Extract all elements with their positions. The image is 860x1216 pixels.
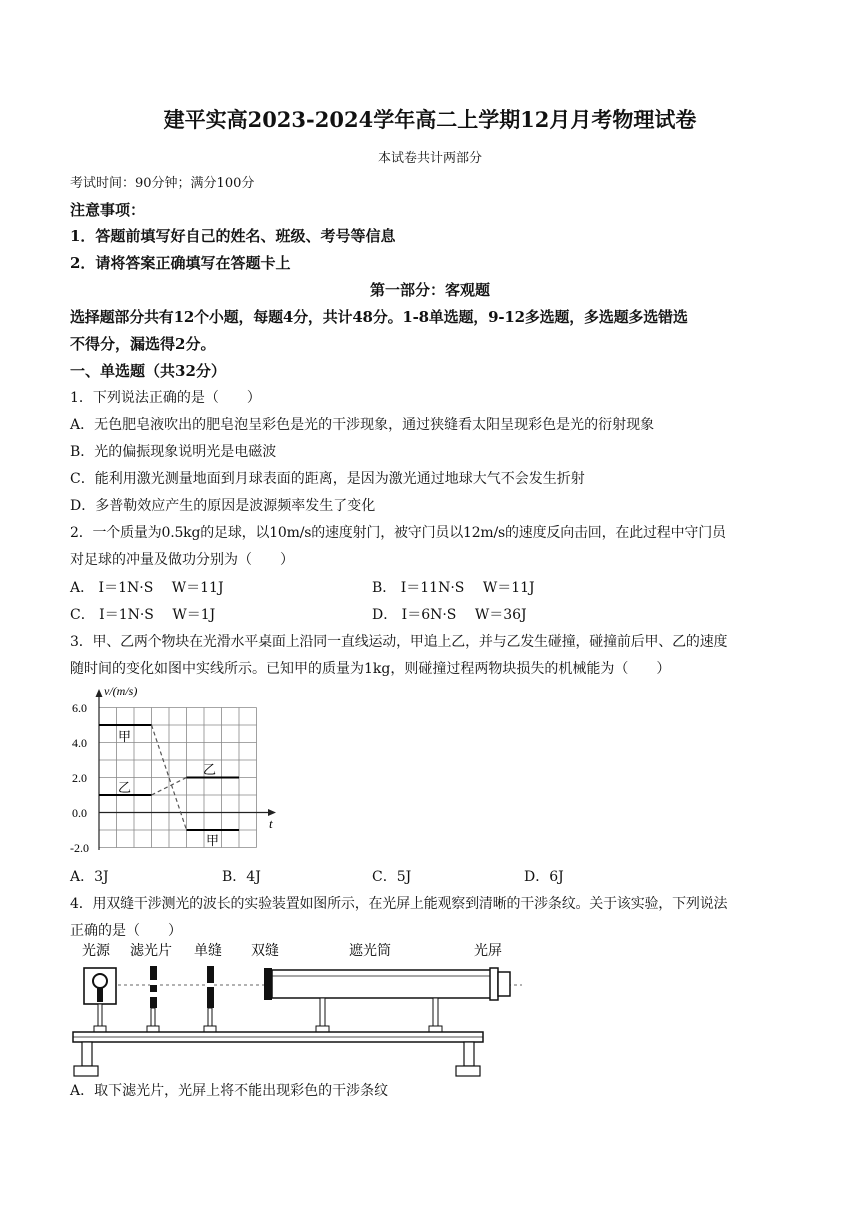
q2-option-d: D． I＝6N·S W＝36J: [372, 607, 527, 623]
tick-neg2: -2.0: [70, 841, 89, 855]
tick-0: 0.0: [72, 806, 87, 820]
velocity-time-graph: [70, 682, 290, 858]
q3-stem-line1: 3．甲、乙两个物块在光滑水平桌面上沿同一直线运动，甲追上乙，并与乙发生碰撞，碰撞前后甲、乙的速度: [70, 634, 728, 650]
page-title: 建平实高2023-2024学年高二上学期12月月考物理试卷: [163, 107, 697, 132]
label-screen: 光屏: [474, 944, 502, 959]
label-jia-before: 甲: [118, 729, 132, 744]
part1-heading: 第一部分：客观题: [369, 281, 490, 299]
shield-tube: [264, 968, 510, 1032]
q4-option-a: A．取下滤光片，光屏上将不能出现彩色的干涉条纹: [70, 1083, 389, 1099]
note-2: 2．请将答案正确填写在答题卡上: [70, 254, 291, 272]
label-yi-after: 乙: [203, 762, 217, 777]
q3-option-a: A．3J: [70, 869, 109, 885]
label-filter: 滤光片: [130, 944, 172, 959]
q1-stem: 1．下列说法正确的是（ ）: [70, 390, 261, 406]
q3-stem-line2: 随时间的变化如图中实线所示。已知甲的质量为1kg，则碰撞过程两物块损失的机械能为（ ）: [70, 661, 671, 677]
light-source: [84, 968, 116, 1032]
q1-option-b: B．光的偏振现象说明光是电磁波: [70, 444, 277, 460]
t-axis-arrow: [268, 809, 276, 816]
t-axis-label: t: [269, 816, 273, 831]
q3-option-b: B．4J: [222, 869, 261, 885]
part1-instructions-line2: 不得分，漏选得2分。: [70, 335, 216, 353]
q4-stem-line1: 4．用双缝干涉测光的波长的实验装置如图所示，在光屏上能观察到清晰的干涉条纹。关于该实验，下列说法: [70, 896, 728, 912]
part1-instructions-line1: 选择题部分共有12个小题，每题4分，共计48分。1-8单选题，9-12多选题，多选题多选错选: [70, 308, 688, 326]
q1-option-d: D．多普勒效应产生的原因是波源频率发生了变化: [70, 498, 376, 514]
filter: [147, 966, 159, 1032]
q2-option-a: A． I＝1N·S W＝11J: [70, 580, 224, 596]
q3-option-c: C．5J: [372, 869, 412, 885]
v-axis-label: v/(m/s): [104, 684, 138, 698]
q4-stem-line2: 正确的是（ ）: [70, 923, 182, 939]
exam-info: 考试时间：90分钟；满分100分: [70, 176, 255, 191]
tick-4: 4.0: [72, 736, 87, 750]
subtitle: 本试卷共计两部分: [377, 151, 482, 166]
double-slit-apparatus: [70, 938, 530, 1080]
section1-heading: 一、单选题（共32分）: [70, 362, 226, 380]
label-jia-after: 甲: [206, 833, 220, 848]
q2-option-b: B． I＝11N·S W＝11J: [372, 580, 535, 596]
label-yi-before: 乙: [118, 780, 132, 795]
tick-2: 2.0: [72, 771, 87, 785]
v-axis-arrow: [96, 689, 103, 697]
notes-heading: 注意事项：: [70, 201, 146, 219]
q3-option-d: D．6J: [524, 869, 564, 885]
note-1: 1．答题前填写好自己的姓名、班级、考号等信息: [70, 227, 396, 245]
q2-stem-line1: 2．一个质量为0.5kg的足球，以10m/s的速度射门，被守门员以12m/s的速度反向击回，在此过程中守门员: [70, 525, 726, 541]
q1-option-a: A．无色肥皂液吹出的肥皂泡呈彩色是光的干涉现象，通过狭缝看太阳呈现彩色是光的衍射现象: [70, 417, 655, 433]
q2-option-c: C． I＝1N·S W＝1J: [70, 607, 216, 623]
q2-stem-line2: 对足球的冲量及做功分别为（ ）: [70, 552, 294, 568]
label-single-slit: 单缝: [194, 944, 222, 959]
q1-option-c: C．能利用激光测量地面到月球表面的距离，是因为激光通过地球大气不会发生折射: [70, 471, 585, 487]
label-light-source: 光源: [82, 944, 110, 959]
optical-bench: [73, 1032, 483, 1076]
tick-6: 6.0: [72, 701, 87, 715]
single-slit: [204, 966, 216, 1032]
label-shield-tube: 遮光筒: [349, 944, 391, 959]
label-double-slit: 双缝: [251, 944, 279, 959]
